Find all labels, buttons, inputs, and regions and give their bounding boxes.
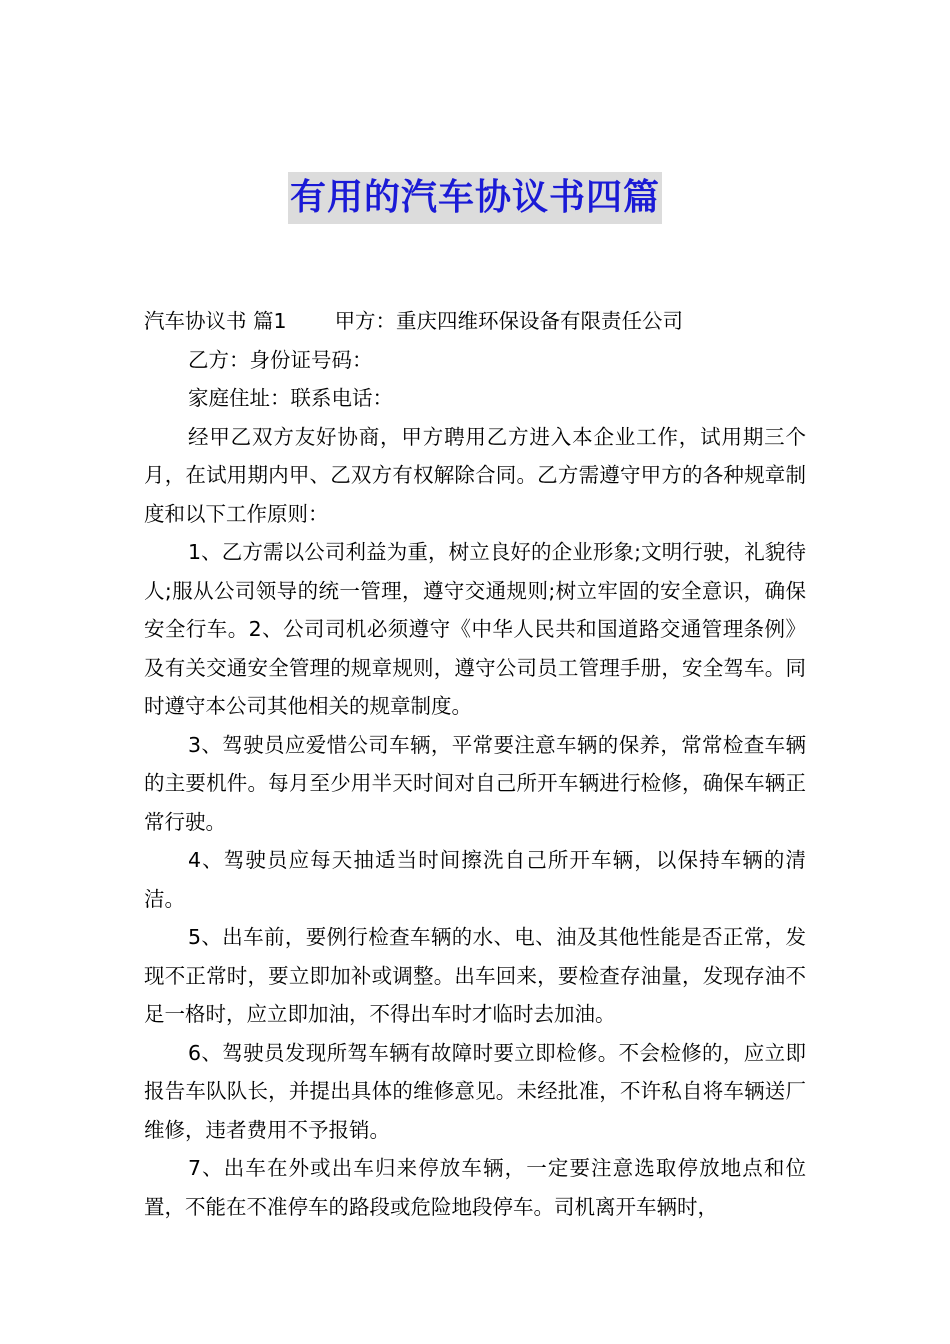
clause-3-paragraph: 3、驾驶员应爱惜公司车辆，平常要注意车辆的保养，常常检查车辆的主要机件。每月至少用半天时间对自己所开车辆进行检修，确保车辆正常行驶。 bbox=[144, 732, 806, 834]
clause-4-paragraph: 4、驾驶员应每天抽适当时间擦洗自己所开车辆，以保持车辆的清洁。 bbox=[144, 848, 806, 911]
document-title: 有用的汽车协议书四篇 bbox=[288, 172, 662, 224]
first-line bbox=[144, 302, 806, 341]
clause-7-paragraph: 7、出车在外或出车归来停放车辆，一定要注意选取停放地点和位置，不能在不准停车的路段或危险地段停车。司机离开车辆时， bbox=[144, 1156, 806, 1219]
clause-1-2-paragraph: 1、乙方需以公司利益为重，树立良好的企业形象;文明行驶，礼貌待人;服从公司领导的统一管理，遵守交通规则;树立牢固的安全意识，确保安全行车。2、公司司机必须遵守《中华人民共和国道路交通管理条例》及有关交通安全管理的规章规则，遵守公司员工管理手册，安全驾车。同时遵守本公司其他相关的规章制度。 bbox=[144, 540, 806, 718]
address-line: 家庭住址：联系电话： bbox=[188, 386, 393, 410]
clause-6-paragraph: 6、驾驶员发现所驾车辆有故障时要立即检修。不会检修的，应立即报告车队队长，并提出具体的维修意见。未经批准，不许私自将车辆送厂维修，违者费用不予报销。 bbox=[144, 1040, 806, 1142]
agreement-heading: 汽车协议书 篇1 bbox=[144, 309, 287, 333]
intro-paragraph: 经甲乙双方友好协商，甲方聘用乙方进入本企业工作，试用期三个月，在试用期内甲、乙双方有权解除合同。乙方需遵守甲方的各种规章制度和以下工作原则： bbox=[144, 424, 806, 526]
title-container bbox=[0, 172, 950, 224]
party-b-line: 乙方：身份证号码： bbox=[188, 347, 373, 372]
clause-5-paragraph: 5、出车前，要例行检查车辆的水、电、油及其他性能是否正常，发现不正常时，要立即加补或调整。出车回来，要检查存油量，发现存油不足一格时，应立即加油，不得出车时才临时去加油。 bbox=[144, 925, 806, 1026]
party-a-line: 甲方：重庆四维环保设备有限责任公司 bbox=[334, 309, 684, 333]
document-body bbox=[144, 302, 806, 1226]
